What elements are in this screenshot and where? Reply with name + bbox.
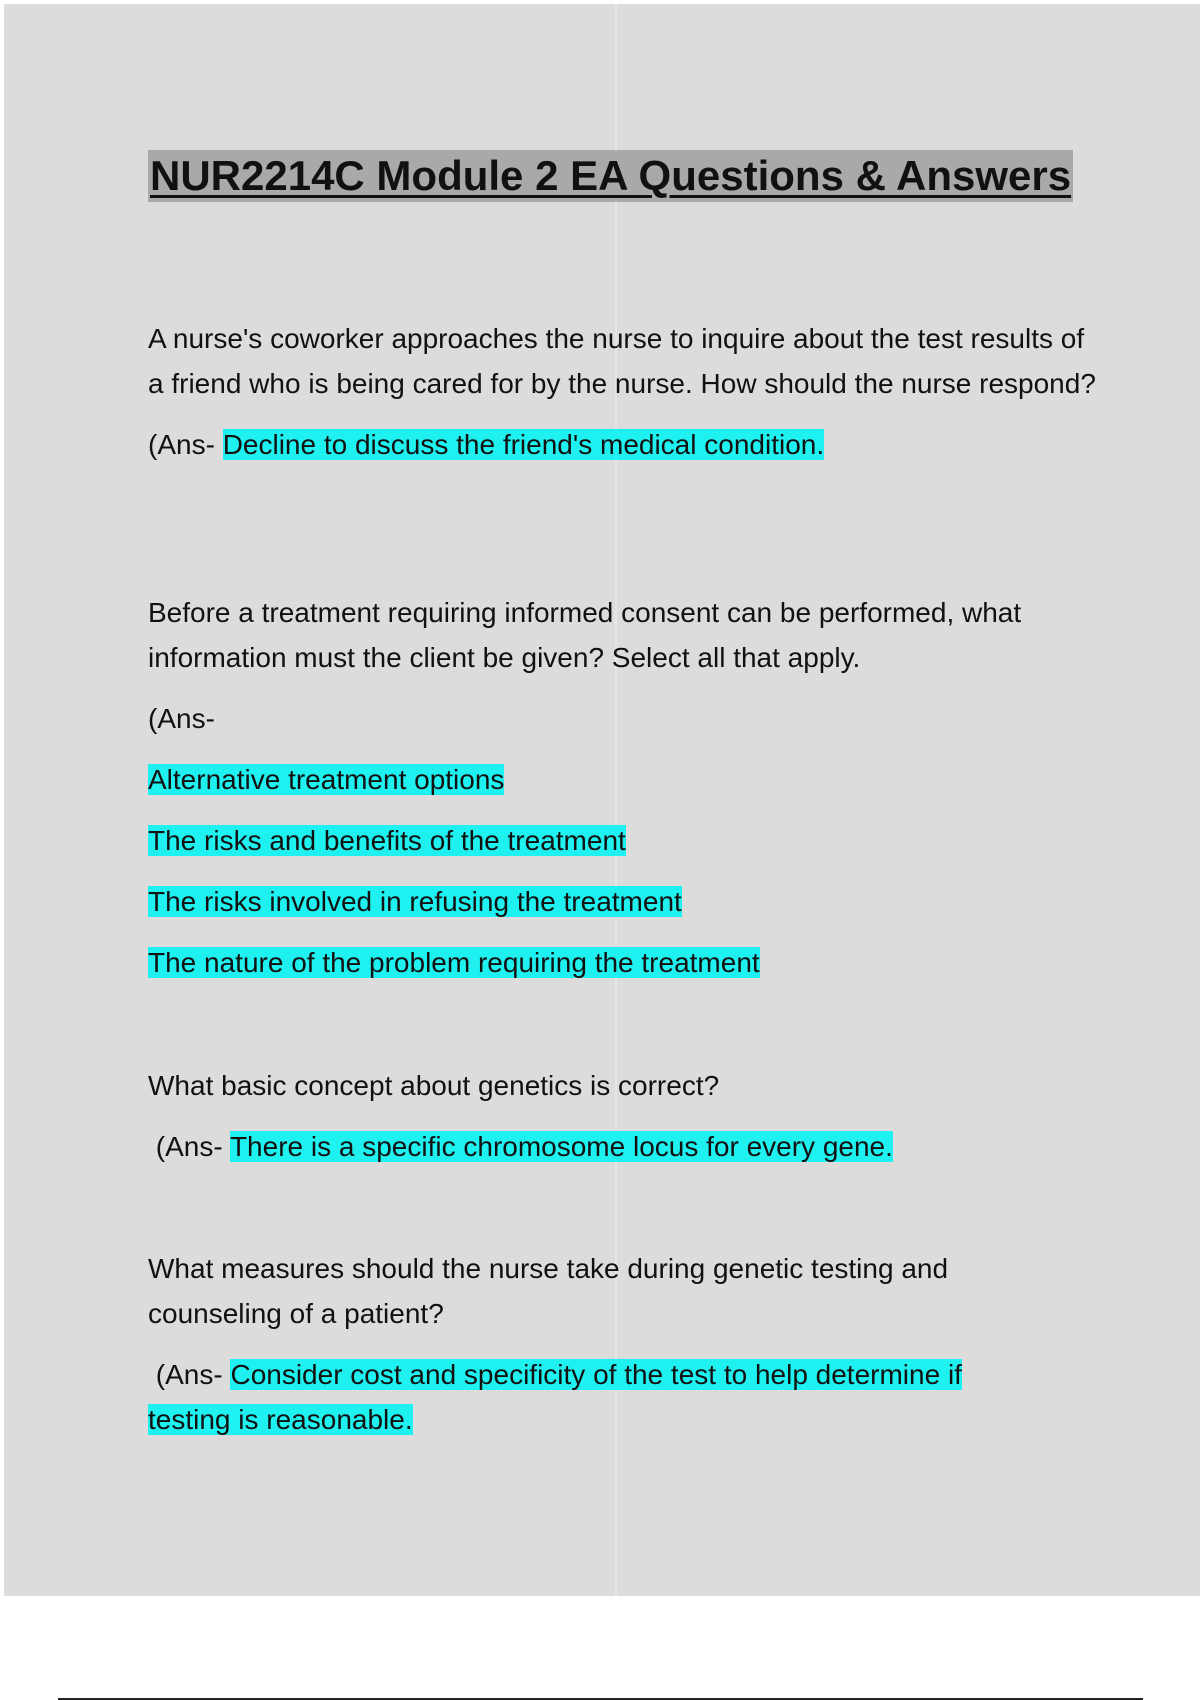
answer-line [148,1352,1028,1442]
answer-highlight: The nature of the problem requiring the treatment [148,947,760,978]
question-text: Before a treatment requiring informed consent can be performed, what information must the client be given? Select all that apply. [148,597,1022,673]
answer-prefix: (Ans- [148,1359,231,1390]
question-block-1 [148,316,1098,467]
answer-line [148,696,1098,741]
answer-highlight: Alternative treatment options [148,764,505,795]
answer-highlight: Consider cost and specificity of the test to help determine if testing is reasonable. [148,1359,962,1435]
answer-option [148,940,1098,985]
question-block-2 [148,590,1098,985]
question-text: What measures should the nurse take during genetic testing and counseling of a patient? [148,1253,949,1329]
answer-highlight: There is a specific chromosome locus for every gene. [229,1131,893,1162]
question-block-3 [148,1063,1098,1169]
answer-highlight: The risks and benefits of the treatment [148,825,626,856]
answer-option [148,879,1098,924]
question-text: A nurse's coworker approaches the nurse to inquire about the test results of a friend who is being cared for by the nurse. How should the nurse respond? [148,323,1096,399]
answer-line [148,1124,1098,1169]
answer-prefix: (Ans- [148,1131,230,1162]
answer-highlight: Decline to discuss the friend's medical condition. [222,429,825,460]
document-title: NUR2214C Module 2 EA Questions & Answers [148,150,1073,202]
answer-highlight: The risks involved in refusing the treatment [148,886,682,917]
answer-option-list [148,757,1098,985]
answer-line [148,422,1098,467]
question-text: What basic concept about genetics is correct? [148,1070,720,1101]
question-block-4 [148,1246,1028,1442]
answer-prefix: (Ans- [148,703,215,734]
answer-option [148,818,1098,863]
answer-prefix: (Ans- [148,429,223,460]
answer-option [148,757,1098,802]
